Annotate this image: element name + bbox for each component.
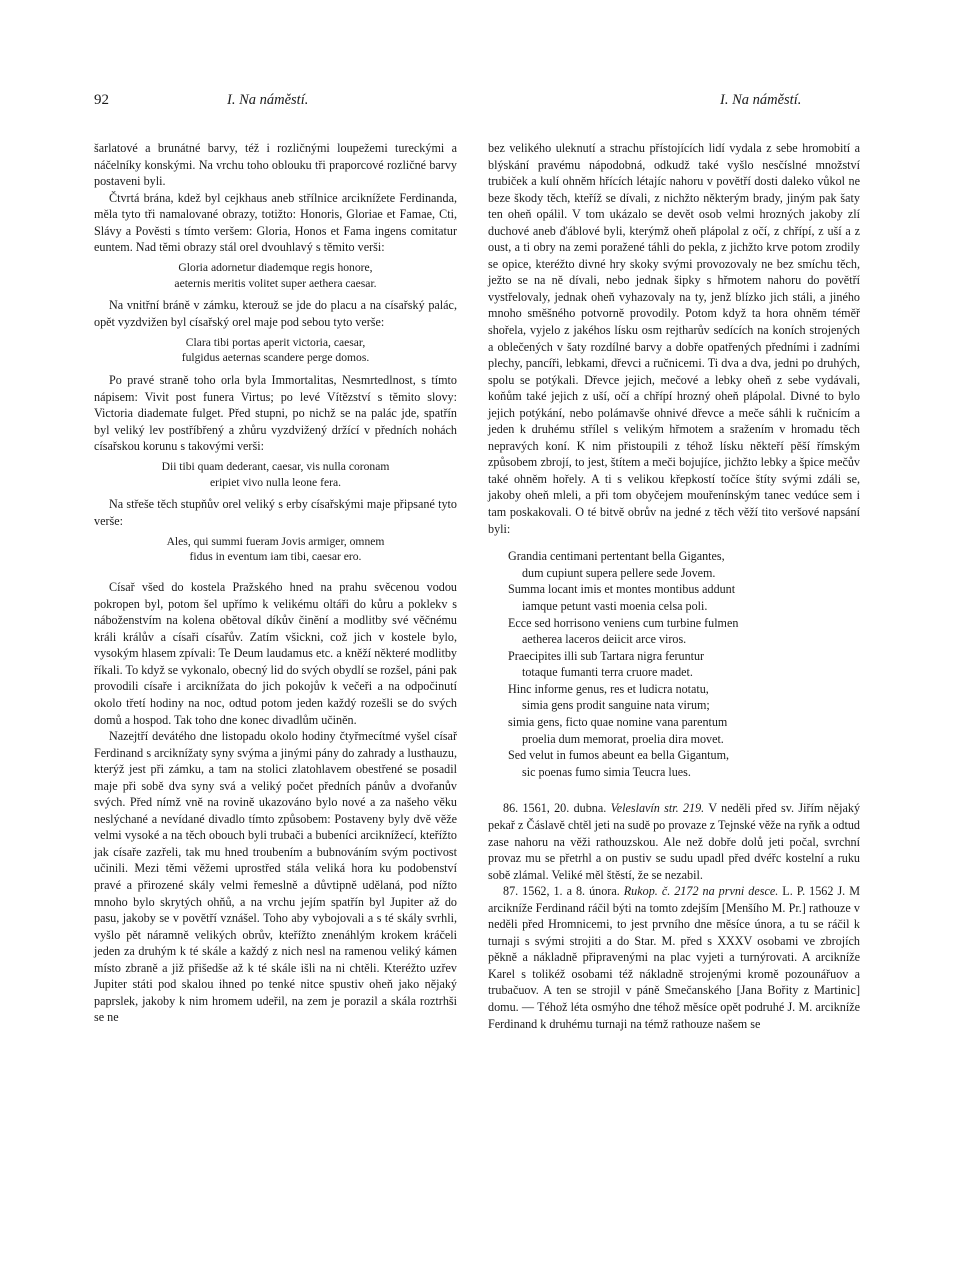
left-column — [94, 140, 457, 1026]
entry-86 — [488, 800, 860, 883]
running-title-left: I. Na náměstí. — [227, 92, 309, 108]
verse-line: proelia dum memorat, proelia dira movet. — [522, 731, 724, 746]
paragraph: bez velikého uleknutí a strachu přístojících lidí vydala z sebe hromobití a blýskání pravému nápodobná, odkudž také vyšlo nesčíslné množství trubiček a kulí ohněm hřících létajíc nahoru v povětří dosti daleko vůkol ne beze škody těch, kteříž se dívali, z nichžto některým brady, jiným pak šaty ten oheň opálil. V tom ukázalo se devět osob velmi hrozných jakoby zlí duchové aneb ďáblové byli, kterýmž oheň plápolal z očí, z chřípí, z uší a z oust, a ti obry na zemi poražené táhli do pekla, z jichžto krve potom zrodily se opice, kteréžto divné hry skoky svými provozovaly ne bez smíchu těch, ježto se na ně dívali, nebo jednak šipky s hřmotem nahoru do povětří vystřelovaly, jednak oheň vyhazovaly na ty, jenž blízko jich stáli, a jiného mnoho směšného potvorně provodily. Potom když ta hora ohněm téměř shořela, vyjelo z jakéhos lísku osm rejtharův sedících na koních strojených a oblečených v šaty rozdílné barvy a dobře opatřených předními i zadními plechy, pancíři, lebkami, dřevci a ručnicemi. Ti dva a dva, jedni po druhých, spolu se potýkali. Dřevce jejich, mečové a lebky oheň z sebe vydávali, koňům také jejich z uší, očí a chřípí hrozný oheň plápolal. Divné to bylo jejich potýkání, nebo polámavše ohnivé dřevce a meče sáhli k ručnicím a jeden k druhému střílel s velikým hřmotem a sražením v hromadu těch nepravých koní. K nim přistoupili z téhož lísku někteří pěší římským způsobem zbrojí, to jest, štítem a meči bojujíce, jichžto lebky a špice mečův také ohněm hořely. A ti s velikou křepkostí točíce štíty svými zdáli se, jakoby oheň mleli, a při tom obyčejem mouřenínským tanec vedúce sem i tam poskakovali. O té bitvě obrův na jedné z těch věží tito veršové napsání byli: — [488, 141, 860, 536]
entry-lead: 87. 1562, 1. a 8. února. — [503, 884, 624, 899]
verse-line: Dii tibi quam dederant, caesar, vis nulla coronam — [161, 459, 390, 473]
entry-source: Veleslavín str. 219. — [610, 801, 705, 816]
paragraph: šarlatové a brunátné barvy, též i rozličnými loupežemi tureckými a náčelníky konskými. Na vrchu toho oblouku tři praporcové rozličné barvy postaveni byli. — [94, 141, 457, 189]
paragraph: Na vnitřní bráně v zámku, kterouž se jde do placu a na císařský palác, opět vyzdvižen byl císařský orel maje pod sebou tyto verše: — [94, 298, 457, 329]
right-column — [488, 140, 860, 1032]
verse-line: dum cupiunt supera pellere sede Jovem. — [522, 565, 716, 580]
verse-line: aeternis meritis volitet super aethera caesar. — [174, 276, 377, 290]
verse-line: simia gens prodit sanguine nata virum; — [522, 698, 710, 713]
verse-line: Grandia centimani pertentant bella Gigantes, — [508, 549, 725, 564]
verse-line: sic poenas fumo simia Teucra lues. — [522, 764, 691, 779]
entry-lead: 86. 1561, 20. dubna. — [503, 801, 611, 816]
entry-87 — [488, 883, 860, 1032]
verse-line: eripiet vivo nulla leone fera. — [209, 475, 342, 489]
verse-line: Ecce sed horrisono veniens cum turbine fulmen — [508, 615, 739, 630]
paragraph: Čtvrtá brána, kdež byl cejkhaus aneb střílnice arciknížete Ferdinanda, měla tyto tři namalované obrazy, totižto: Honoris, Gloriae et Famae, Cti, Slávy a Pověsti s tímto veršem: Gloria, Honos et Fama ingens comitatur euntem. Nad těmi obrazy stál orel dvouhlavý s těmito verši: — [94, 190, 457, 255]
verse-line: simia gens, ficto quae nomine vana parentum — [508, 715, 728, 730]
verse-block — [94, 335, 457, 367]
page-number: 92 — [94, 92, 109, 108]
page-header — [94, 92, 874, 114]
verse-block — [94, 459, 457, 491]
verse-line: Sed velut in fumos abeunt ea bella Gigantum, — [508, 748, 729, 763]
verse-line: fidus in eventum iam tibi, caesar ero. — [189, 550, 362, 564]
verse-line: Summa locant imis et montes montibus addunt — [508, 582, 736, 597]
paragraph: Po pravé straně toho orla byla Immortalitas, Nesmrtedlnost, s tímto nápisem: Vivit post funera Virtus; po levé Vítězství s těmito slovy: Victoria diademate fulget. Před stupni, po nichž se na palác jde, spatřín byl veliký lev postříbřený a zhůru vyzdvižený držící v předních nohách císařskou korunu s takovými verši: — [94, 373, 457, 454]
verse-line: iamque petunt vasti moenia celsa poli. — [522, 598, 708, 613]
entry-text: V neděli před sv. Jiřím nějaký pekař z Čáslavě chtěl jeti na sudě po provaze z Tejnské věže na ryňk a odtud zase nahoru na věži rathouzskou. Ale než dobře dolů jeti počal, svrchní provaz mu se přetrhl a on pustiv se sudu upadl před dvéřc kostelní a ruku sobě zlámal. Veliké měl štěstí, že se nezabil. — [488, 801, 861, 882]
verse-line: Hinc informe genus, res et ludicra notatu, — [508, 681, 709, 696]
giant-verse-block — [508, 548, 860, 780]
verse-line: Praecipites illi sub Tartara nigra feruntur — [508, 648, 705, 663]
entry-source: Rukop. č. 2172 na prvni desce. — [623, 884, 779, 899]
verse-line: totaque fumanti terra cruore madet. — [522, 665, 693, 680]
verse-line: Gloria adornetur diademque regis honore, — [178, 260, 373, 274]
paragraph: Na střeše těch stupňův orel veliký s erby císařskými maje připsané tyto verše: — [94, 497, 457, 528]
verse-line: Ales, qui summi fueram Jovis armiger, omnem — [166, 534, 385, 548]
verse-block — [94, 534, 457, 566]
paragraph: Císař všed do kostela Pražského hned na prahu svěcenou vodou pokropen byl, potom šel upřímo k velikému oltáři do kůru a poklekv s náboženstvím na kolena obětoval díkův činění a modlitby své věčnému králi králův a císaři císařův. Zatím všickni, což jich v kostele bylo, vysokým hlasem zpívali: Te Deum laudamus etc. a kněží některé modlitby říkali. To když se vykonalo, obecný lid do svých obydlí se rozšel, páni pak provodili císaře i arciknížata do jich pokojův k večeři a na odpočinutí okolo třetí hodiny na noc, odtud potom jeden každý rozešli se do svých domů a hospod. Tak toho dne konec divadlům učiněn. — [94, 580, 457, 727]
verse-block — [94, 260, 457, 292]
verse-line: aetherea laceros deiicit arce viros. — [522, 632, 687, 647]
entry-text: L. P. 1562 J. M arcikníže Ferdinand ráčil býti na tomto zdejším [Menšího M. Pr.] rathouze v neděli před Hromnicemi, to jest prvního dne měsíce února, a tu se ráčil k turnaji s svými strojiti a do Star. M. před s XXXV osobami ve zbrojích pěkně a nákladně připravenými na plac vyjeti a turnýrovati. A arcikníže Karel s tolikéž osobami též nákladně strojenými kromě pozounářuov a trubačuov. A ten se strojil v páně Smečanského [Jana Bořity z Martinic] domu. — Téhož léta osmýho dne téhož měsíce opět podruhé J. M. arcikníže Ferdinand k druhému turnaji na témž rathouze našem se — [488, 884, 860, 1031]
verse-line: fulgidus aeternas scandere perge domos. — [181, 351, 370, 365]
paragraph: Nazejtří devátého dne listopadu okolo hodiny čtyřmecítmé vyšel císař Ferdinand s arciknížaty syny svýma a jinými pány do zahrady a lusthauzu, kterýž jest při zámku, a tam na stolici zlatohlavem obestřené se posadil maje při sobě dva syny svá a veliký počet předních pánův a dvořanův svých. Před nímž vně na rovině ukazováno bylo nové a za našeho věku neslýchané a nevídané divadlo tímto způsobem: Postaveny byly dvě věže velmi vysoké a na těch obouch byli trubači a bubeníci arciknížecí, kteřížto jak císaře zazřeli, tak mu hned troubením a bubnováním svým poctivost učinili. Mezi těmi věžemi uprostřed stála veliká hora ku podobenství pravé a přirozené skály velmi řemeslně a důvtipně udělaná, pod nížto mnoho bylo skrytých ohňů, a na vrchu jejím spatřín byl Jupiter až do pasu, jakoby se v povětří vznášel. Toho aby vybojovali a s té skály svrhli, vyšlo pět náramně velikých obrův, kteřížto znenáhlým krokem kráčeli jeden za druhým k té skále a každý z nich nesl na ramenou veliký kámen místo zbraně a již přišedše až k té skále išli na ni chtěli. Kteréžto uzřev Jupiter státi pod skalou ihned po tenké nitce spustiv oheň jako nějaký paprslek, jakoby k nim hromem udeřil, na zem je porazil a skála roztrhši se ne — [94, 729, 457, 1025]
verse-line: Clara tibi portas aperit victoria, caesar, — [185, 335, 366, 349]
running-title-right: I. Na náměstí. — [720, 92, 802, 108]
